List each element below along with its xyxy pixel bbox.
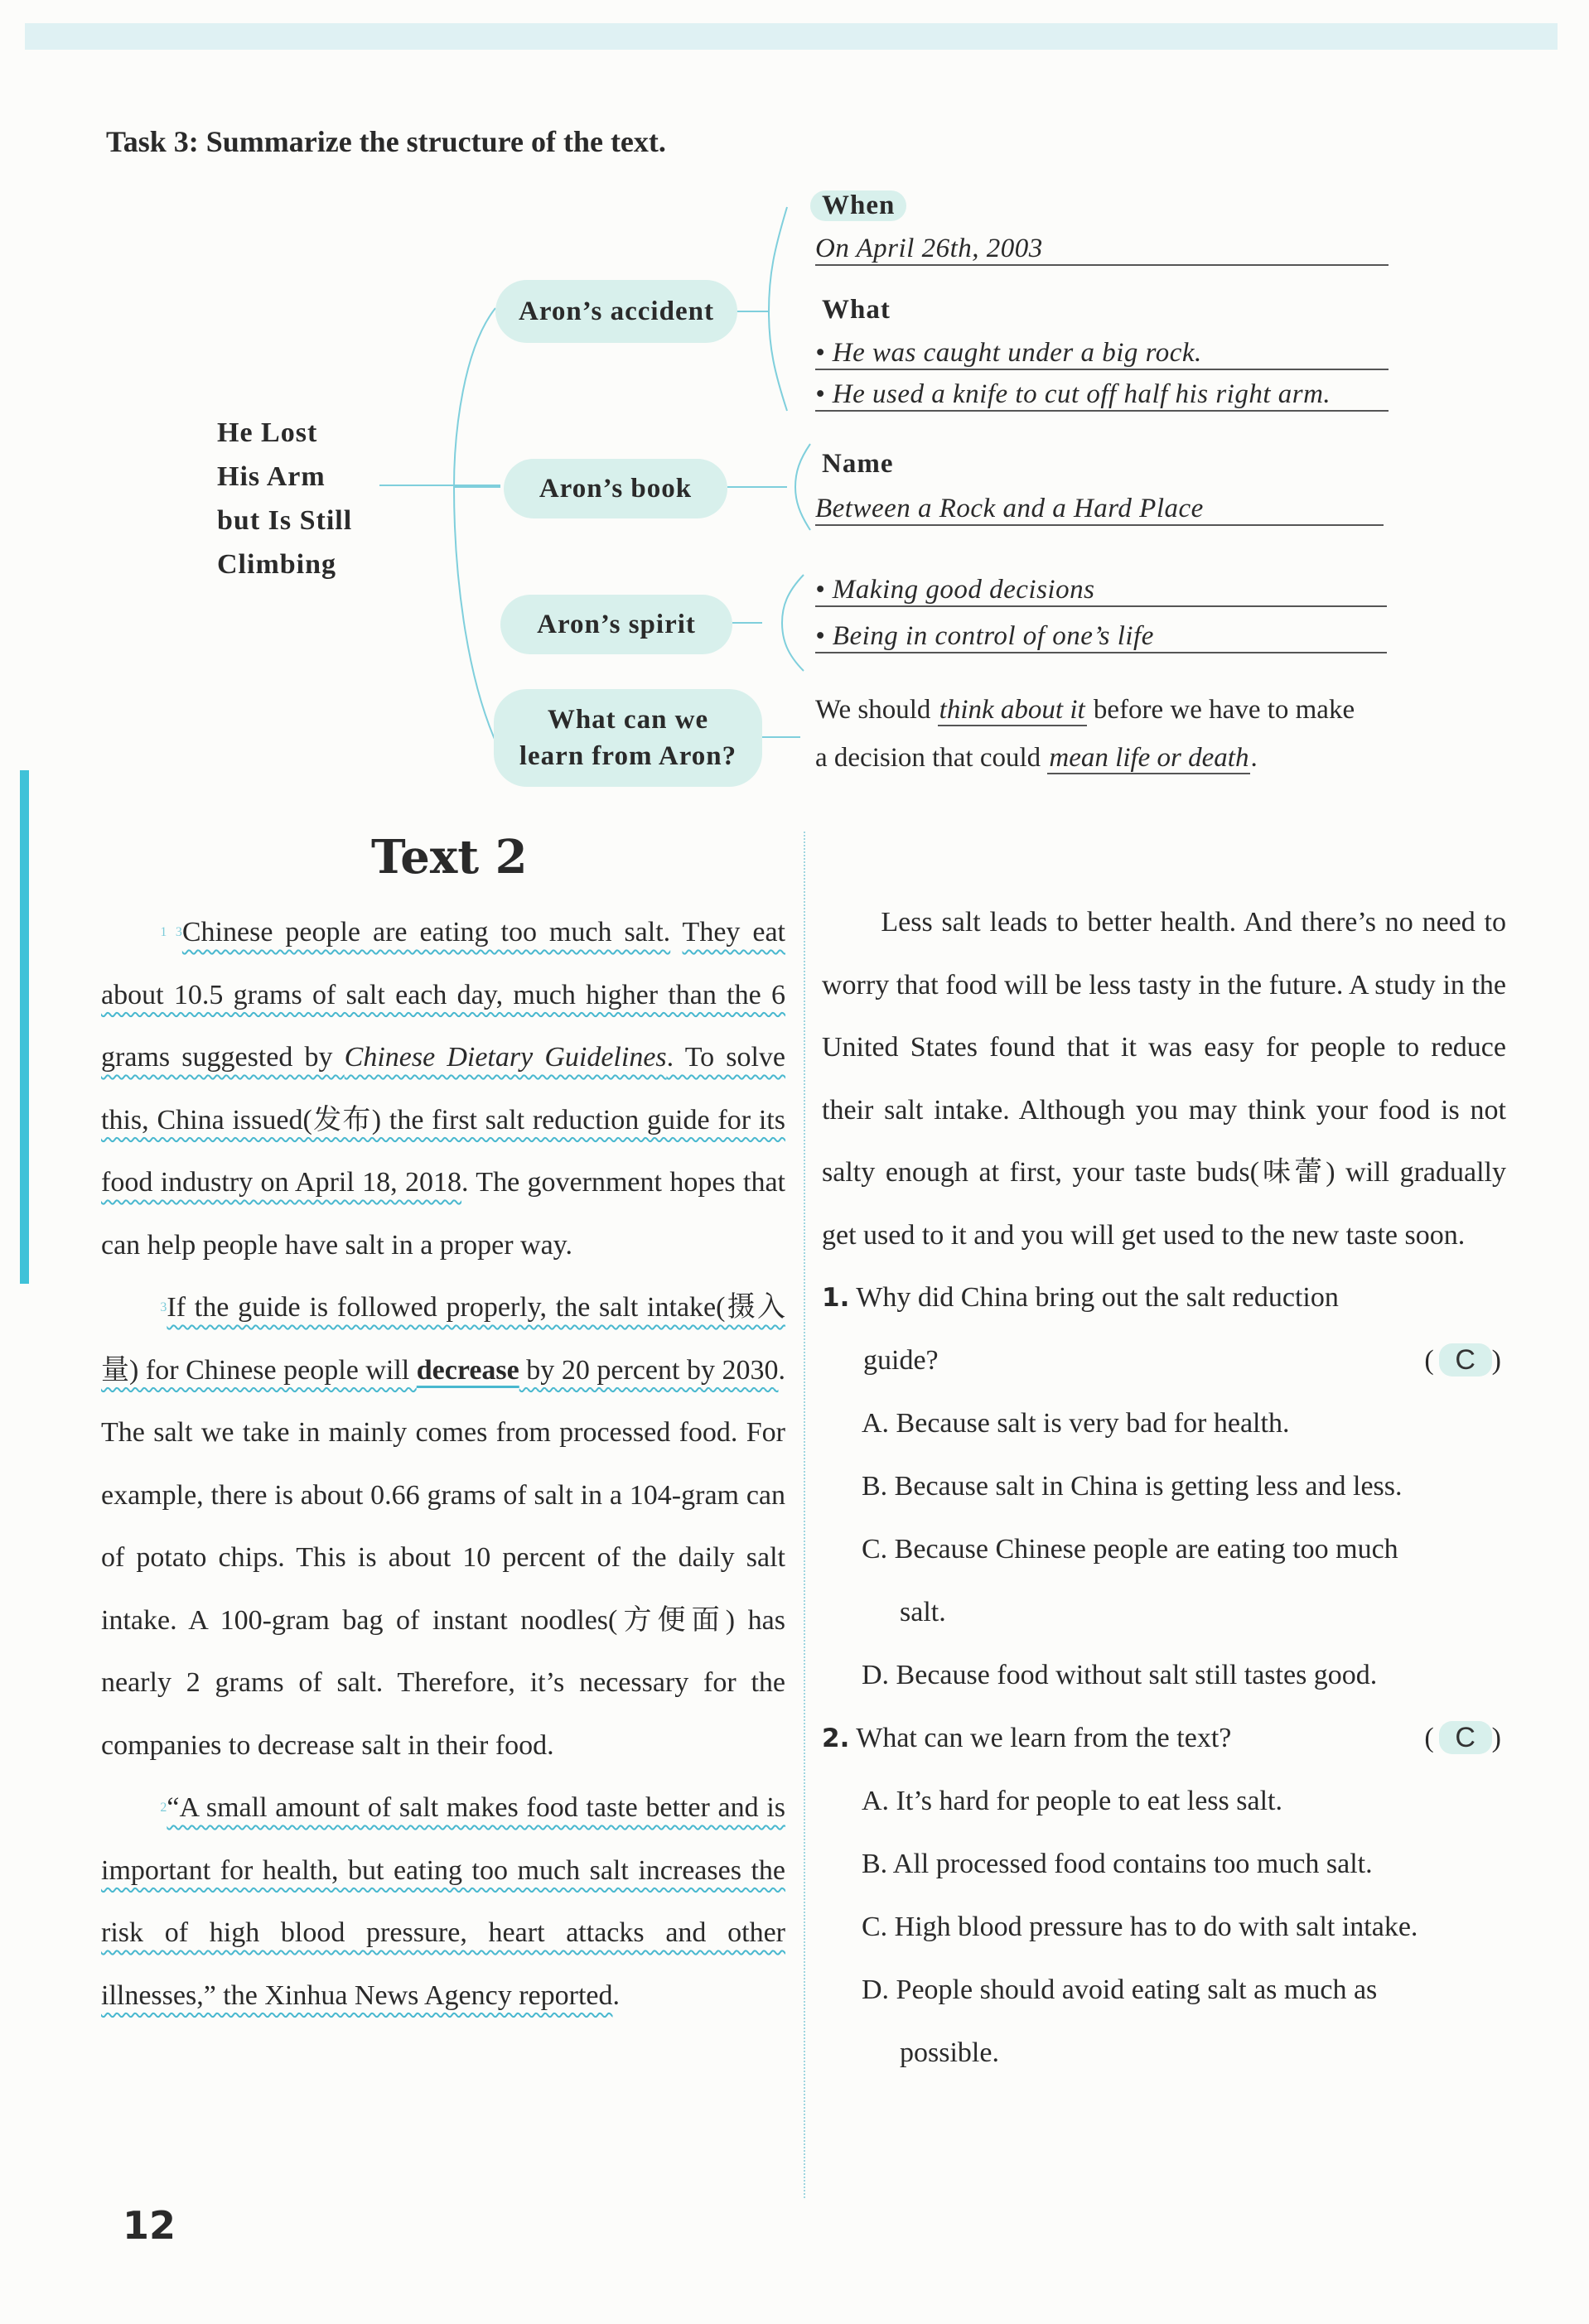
learn-text: We should (815, 695, 938, 725)
spirit-answer-1: • Making good decisions (815, 575, 1387, 607)
root-line: Climbing (217, 549, 337, 580)
sentence: . The government hopes that can help people have salt in a proper way. (101, 1167, 785, 1261)
option-c: C. Because Chinese people are eating too much (862, 1534, 1398, 1565)
option-c: C. High blood pressure has to do with salt intake. (862, 1912, 1418, 1942)
learn-sentence-line-1 (815, 686, 1355, 734)
text2-left-column (101, 901, 785, 2027)
sentence: . The salt we take in mainly comes from processed food. For example, there is about 0.66 grams of salt in a 104-gram can of potato chips. This is about 10 percent of the daily salt intake. A 100-gram bag of instant noodles(方便面) has nearly 2 grams of salt. Therefore, it’s necessary for the companies to decrease salt in their food. (101, 1354, 785, 1761)
learn-blank-1: think about it (939, 695, 1085, 725)
name-heading: Name (822, 449, 894, 479)
when-heading: When (810, 190, 906, 221)
learn-text: before we have to make (1086, 695, 1355, 725)
question-number: 1. (822, 1283, 850, 1313)
node-what-can-we-learn (494, 689, 762, 787)
node-arons-accident: Aron’s accident (495, 280, 737, 343)
question-1 (822, 1266, 1506, 1707)
what-answer-2: • He used a knife to cut off half his right arm. (815, 379, 1389, 412)
underlined-sentence: “A small amount of salt makes food taste better and is important for health, but eating too much salt increases the risk of high blood pressure, heart attacks and other illnesses,” the Xinhua News Agency reported (101, 1792, 785, 2011)
question-number: 2. (822, 1724, 850, 1753)
underlined-sentence: Chinese people are eating too much salt. (181, 917, 671, 947)
mindmap-root-title (217, 411, 352, 586)
node-label-line: learn from Aron? (519, 741, 737, 771)
answer-bracket: ( C ) (1424, 1344, 1506, 1376)
node-label-line: What can we (547, 705, 709, 735)
column-divider (804, 832, 805, 2198)
paragraph-marker: 1 3 (160, 925, 182, 939)
node-arons-spirit: Aron’s spirit (500, 595, 732, 654)
answer-bracket: ( C ) (1424, 1722, 1506, 1753)
option-c-cont: salt. (900, 1597, 946, 1627)
when-answer: On April 26th, 2003 (815, 234, 1389, 266)
page-number: 12 (123, 2203, 176, 2248)
underlined-sentence: by 20 percent by 2030 (519, 1354, 779, 1386)
learn-text: . (1250, 743, 1258, 773)
answer-value: C (1439, 1343, 1492, 1377)
paragraph-marker: 2 (160, 1801, 167, 1815)
task-title: Task 3: Summarize the structure of the text. (106, 125, 666, 158)
option-b: B. Because salt in China is getting less and less. (862, 1471, 1403, 1502)
learn-text: a decision that could (815, 743, 1048, 773)
question-2 (822, 1707, 1506, 2085)
question-stem: Why did China bring out the salt reduction (849, 1282, 1339, 1313)
node-arons-book: Aron’s book (504, 459, 727, 518)
question-stem-cont: guide? (863, 1345, 939, 1376)
option-b: B. All processed food contains too much salt. (862, 1849, 1373, 1879)
paragraph-1 (101, 901, 785, 1276)
text2-title: Text 2 (371, 830, 528, 885)
option-d: D. People should avoid eating salt as much as (862, 1974, 1378, 2005)
underlined-sentence: They eat about 10.5 grams of salt each day, much higher than the 6 grams suggested by (101, 917, 786, 1073)
learn-sentence-line-2 (815, 734, 1258, 782)
sentence: . (612, 1979, 620, 2011)
answer-value: C (1439, 1721, 1492, 1754)
learn-blank-2: mean life or death (1049, 743, 1249, 773)
paragraph-2 (101, 1276, 785, 1777)
question-stem: What can we learn from the text? (849, 1723, 1232, 1753)
option-a: A. Because salt is very bad for health. (862, 1408, 1290, 1439)
continued-line-spacer (822, 843, 1506, 891)
left-edge-tab (20, 770, 29, 1284)
option-d: D. Because food without salt still tastes good. (862, 1660, 1378, 1690)
underlined-sentence: If the guide is followed properly, the salt intake(摄入量) for Chinese people will (101, 1292, 785, 1386)
root-line: but Is Still (217, 505, 353, 536)
what-heading: What (822, 295, 891, 325)
option-a: A. It’s hard for people to eat less salt. (862, 1786, 1282, 1816)
root-line: He Lost (217, 417, 318, 448)
paragraph-marker: 3 (160, 1300, 167, 1314)
text2-right-column (822, 843, 1506, 2085)
what-answer-1: • He was caught under a big rock. (815, 338, 1389, 370)
underlined-sentence: . To solve this, China issued(发布) the first salt reduction guide for its food industry on April 18, 2018 (101, 1042, 786, 1198)
paragraph-4: Less salt leads to better health. And there’s no need to worry that food will be less tasty in the future. A study in the United States found that it was easy for people to reduce their salt intake. Although you may think your food is not salty enough at first, your taste buds(味蕾) will gradually get used to it and you will get used to the new taste soon. (822, 907, 1506, 1251)
root-line: His Arm (217, 461, 326, 492)
guideline-title: Chinese Dietary Guidelines (344, 1042, 667, 1073)
option-d-cont: possible. (900, 2037, 999, 2068)
paragraph-3 (101, 1777, 785, 2027)
keyword-decrease: decrease (416, 1354, 519, 1386)
spirit-answer-2: • Being in control of one’s life (815, 621, 1387, 653)
book-name-answer: Between a Rock and a Hard Place (815, 494, 1384, 526)
